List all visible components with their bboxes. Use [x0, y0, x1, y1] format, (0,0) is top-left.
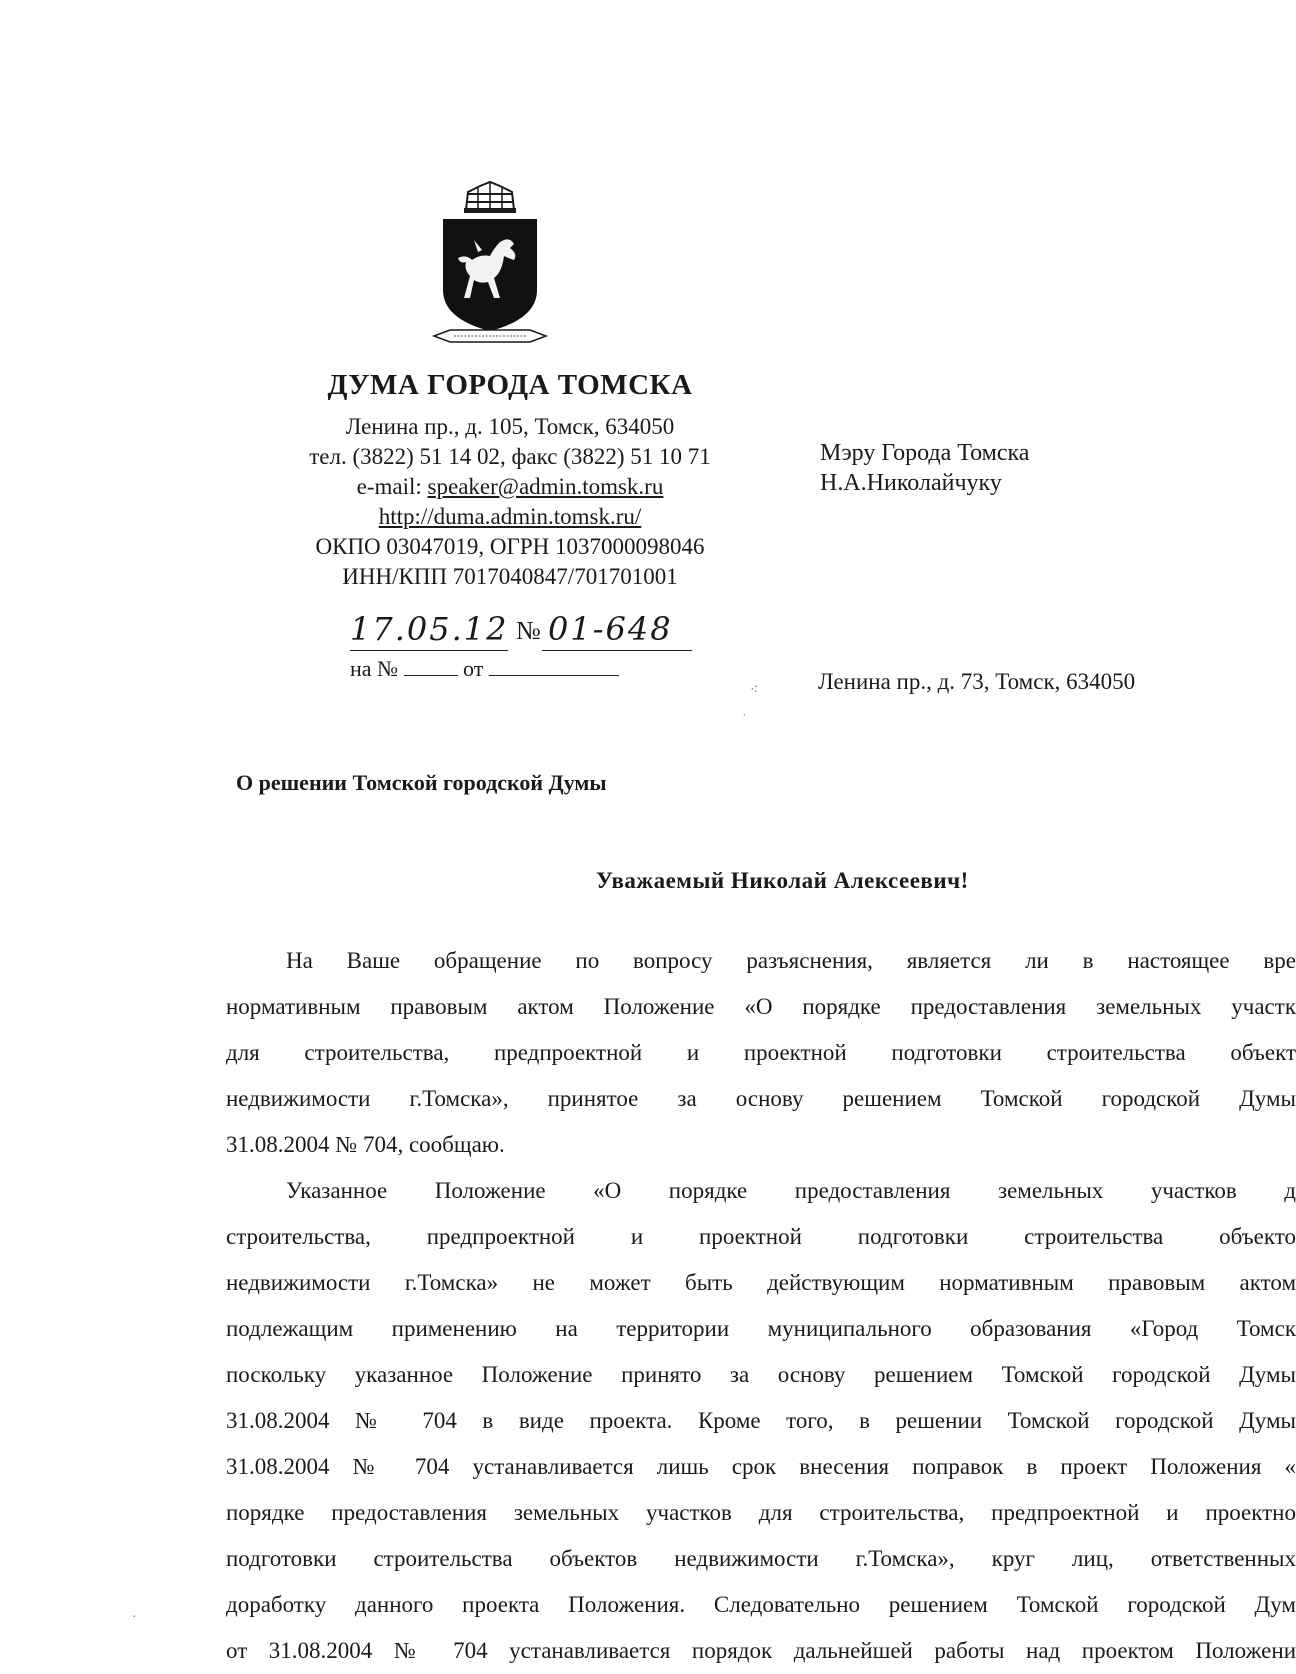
reply-number-label: на № [350, 656, 399, 681]
addressee-name: Н.А.Николайчуку [820, 470, 1002, 496]
scan-speck: ˙ [742, 712, 747, 727]
body-line: подлежащим применению на территории муниципального образования «Город Томск [226, 1316, 1296, 1341]
email-link[interactable]: speaker@admin.tomsk.ru [427, 473, 664, 499]
registration-number: 01-648 [548, 610, 673, 648]
body-line: для строительства, предпроектной и проектной подготовки строительства объект [226, 1040, 1296, 1065]
scan-speck: · [132, 1610, 137, 1625]
organization-name: ДУМА ГОРОДА ТОМСКА [327, 369, 693, 401]
ribbon-icon [434, 330, 546, 342]
body-line: 31.08.2004 № 704 устанавливается лишь срок внесения поправок в проект Положения « [226, 1454, 1296, 1479]
letterhead-okpo-ogrn: ОКПО 03047019, ОГРН 1037000098046 [315, 533, 705, 559]
addressee-street: Ленина пр., д. 73, Томск, 634050 [818, 669, 1136, 694]
registration-date: 17.05.12 [350, 610, 509, 648]
crown-icon [464, 182, 516, 213]
letterhead-inn-kpp: ИНН/КПП 7017040847/701701001 [342, 563, 678, 589]
reply-date-blank [489, 657, 619, 676]
scan-speck: ⁖ [750, 683, 759, 698]
registration-row [350, 610, 710, 654]
letterhead [260, 370, 760, 592]
body-line: Указанное Положение «О порядке предоставления земельных участков д [286, 1178, 1296, 1203]
body-line: поскольку указанное Положение принято за основу решением Томской городской Думы [226, 1362, 1296, 1387]
letterhead-address: Ленина пр., д. 105, Томск, 634050 [345, 413, 675, 439]
body-line: доработку данного проекта Положения. Следовательно решением Томской городской Дум [226, 1592, 1296, 1617]
body-line: На Ваше обращение по вопросу разъяснения, является ли в настоящее вре [286, 948, 1296, 973]
reply-reference-row [350, 656, 710, 682]
body-line: 31.08.2004 № 704, сообщаю. [226, 1132, 505, 1157]
letterhead-email-line [260, 472, 760, 502]
body-line: недвижимости г.Томска», принятое за основу решением Томской городской Думы [226, 1086, 1296, 1111]
body-line: порядке предоставления земельных участков для строительства, предпроектной и проектно [226, 1500, 1296, 1525]
body-line: от 31.08.2004 № 704 устанавливается порядок дальнейшей работы над проектом Положени [226, 1638, 1296, 1663]
reply-number-blank [404, 657, 458, 676]
coat-of-arms-graphic [430, 180, 550, 352]
registration-number-label: № [516, 616, 541, 645]
letter-body [226, 938, 1296, 1674]
addressee-title: Мэру Города Томска [820, 440, 1030, 466]
salutation: Уважаемый Николай Алексеевич! [596, 868, 969, 893]
website-link[interactable]: http://duma.admin.tomsk.ru/ [378, 503, 642, 529]
body-line: нормативным правовым актом Положение «О порядке предоставления земельных участк [226, 994, 1296, 1019]
body-line: недвижимости г.Томска» не может быть действующим нормативным правовым актом [226, 1270, 1296, 1295]
body-line: 31.08.2004 № 704 в виде проекта. Кроме того, в решении Томской городской Думы [226, 1408, 1296, 1433]
letter-subject: О решении Томской городской Думы [236, 770, 607, 795]
letterhead-website-line [260, 502, 760, 532]
reply-date-label: от [463, 656, 484, 681]
registration-number-underline [542, 650, 692, 651]
email-prefix: e-mail: [356, 473, 428, 499]
letterhead-phone-fax: тел. (3822) 51 14 02, факс (3822) 51 10 71 [309, 443, 711, 469]
body-line: подготовки строительства объектов недвижимости г.Томска», круг лиц, ответственных [226, 1546, 1296, 1571]
addressee-block [820, 438, 1029, 498]
coat-of-arms-icon [430, 180, 550, 352]
registration-date-underline [350, 650, 508, 651]
registration-block [350, 610, 710, 682]
body-line: строительства, предпроектной и проектной подготовки строительства объекто [226, 1224, 1296, 1249]
